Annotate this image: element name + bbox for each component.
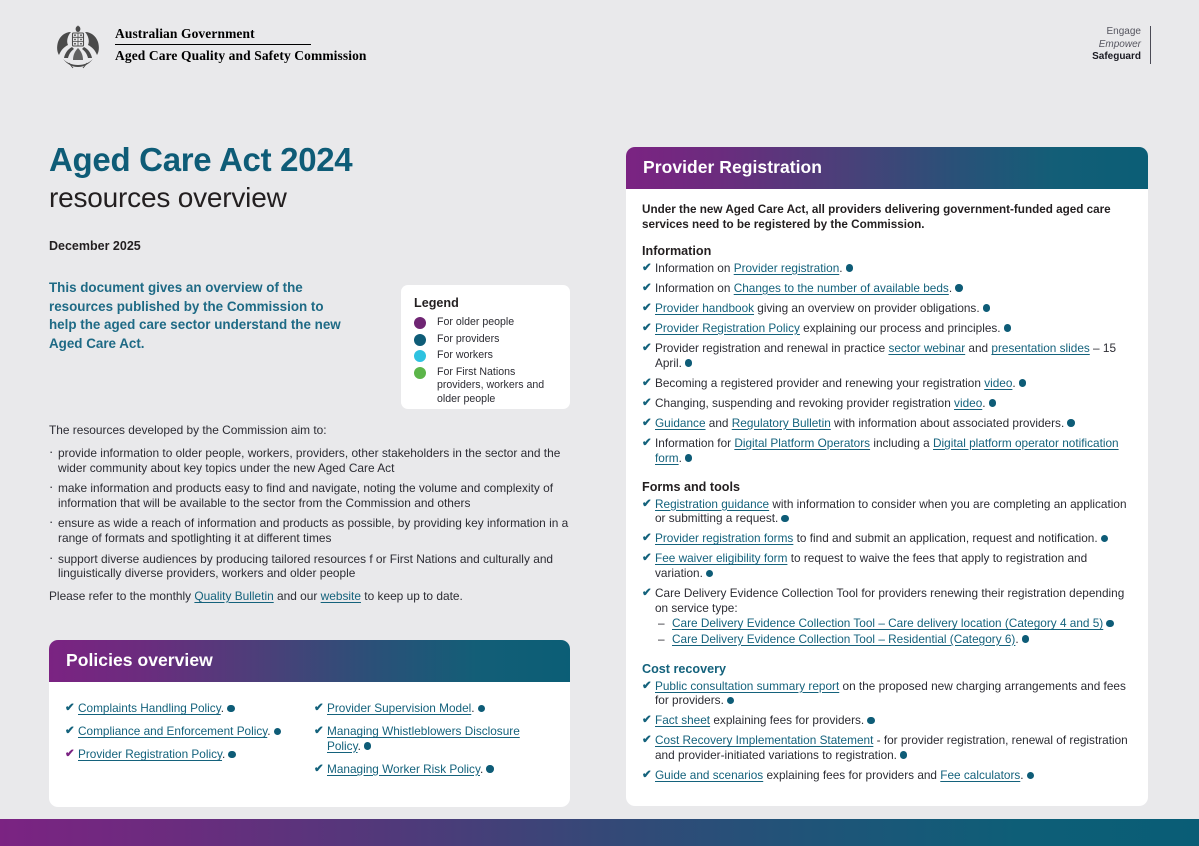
policy-list-item: ✔ Complaints Handling Policy. [65, 701, 305, 716]
website-link[interactable]: website [320, 588, 361, 603]
australian-government-label: Australian Government [115, 26, 255, 41]
resource-link[interactable]: sector webinar [888, 340, 966, 355]
check-icon: ✔ [642, 734, 652, 747]
check-icon: ✔ [642, 532, 652, 545]
legend-item [414, 316, 558, 330]
policy-link[interactable]: Provider Supervision Model [327, 701, 472, 715]
check-icon: ✔ [314, 702, 324, 714]
provider-card-body [626, 189, 1148, 806]
audience-dot-provider [228, 751, 236, 759]
resource-link[interactable]: Changes to the number of available beds [733, 280, 949, 295]
resource-sublist [655, 616, 1132, 647]
aims-lead-text: The resources developed by the Commission aim to: [49, 423, 327, 437]
check-icon: ✔ [314, 725, 324, 738]
masthead [0, 0, 1199, 104]
resource-link[interactable]: Provider Registration Policy [655, 320, 800, 335]
resource-link[interactable]: video [984, 375, 1013, 390]
resource-link[interactable]: video [954, 395, 983, 410]
aims-section [49, 423, 574, 604]
resource-link[interactable]: Regulatory Bulletin [731, 415, 831, 430]
publication-date: December 2025 [49, 239, 141, 253]
resource-link[interactable]: Provider handbook [655, 300, 755, 315]
resource-list-item: ✔ Information on Provider registration. [642, 261, 1132, 276]
legend-item [414, 349, 558, 363]
section-heading: Cost recovery [642, 661, 726, 676]
resource-link[interactable]: Guidance [655, 415, 706, 430]
audience-dot-provider [989, 399, 997, 407]
audience-dot-provider [274, 728, 282, 736]
resource-link[interactable]: Provider registration [733, 260, 840, 275]
provider-card-header [626, 147, 1148, 189]
resource-link[interactable]: Registration guidance [655, 496, 770, 511]
policies-column-left [65, 701, 305, 785]
check-icon: ✔ [65, 748, 75, 761]
audience-dot-provider [983, 304, 991, 312]
policy-list-item: ✔ Compliance and Enforcement Policy. [65, 724, 305, 739]
tagline-block [1092, 26, 1151, 64]
check-icon: ✔ [642, 301, 652, 314]
audience-dot-provider [486, 765, 494, 773]
legend-item [414, 333, 558, 347]
check-icon: ✔ [642, 396, 652, 409]
legend-title: Legend [414, 296, 459, 310]
government-wordmark [115, 23, 367, 63]
legend-item-label: For workers [437, 349, 493, 361]
legend-items [414, 316, 558, 406]
check-icon: ✔ [642, 261, 652, 274]
resource-list-item: ✔ Registration guidance with information to consider when you are completing an application or submitting a request. [642, 496, 1127, 526]
legend-item-label: For First Nations providers, workers and older people [437, 365, 545, 405]
resource-link[interactable]: Guide and scenarios [655, 768, 764, 783]
audience-dot-provider [1106, 620, 1114, 628]
section-spacer [642, 653, 1132, 662]
legend-dot-older [414, 317, 426, 329]
aims-list-item: · ensure as wide a reach of information and products as possible, by providing key information in a range of formats and spotlighting it at different times [49, 516, 574, 545]
resource-list-item: ✔ Fee waiver eligibility form to request to waive the fees that apply to registration and variation. [642, 551, 1088, 580]
audience-dot-provider [1101, 535, 1109, 543]
check-icon: ✔ [642, 552, 652, 565]
resource-link[interactable]: Public consultation summary report [655, 678, 840, 693]
policy-list-item: ✔ Managing Whistleblowers Disclosure Policy. [314, 724, 520, 753]
audience-dot-provider [227, 705, 235, 713]
check-icon: ✔ [642, 341, 652, 354]
tagline-engage: Engage [1106, 26, 1141, 37]
check-icon: ✔ [314, 762, 324, 775]
quality-bulletin-note [49, 589, 574, 604]
policies-card-header [49, 640, 570, 682]
audience-dot-provider [900, 751, 908, 759]
resource-link[interactable]: Care Delivery Evidence Collection Tool – Care delivery location (Category 4 and 5) [672, 616, 1104, 631]
resource-list-item: ✔ Fact sheet explaining fees for providers. [642, 713, 1132, 728]
aims-list-item: · support diverse audiences by producing tailored resources f or First Nations and culturally and linguistically diverse providers, workers and older people [49, 552, 574, 581]
legend-dot-first [414, 367, 426, 379]
audience-dot-provider [706, 570, 714, 578]
resource-list [642, 497, 1132, 647]
resource-link[interactable]: Care Delivery Evidence Collection Tool – Residential (Category 6) [672, 631, 1016, 646]
audience-dot-provider [685, 454, 693, 462]
section-heading: Forms and tools [642, 479, 740, 494]
check-icon: ✔ [642, 281, 652, 294]
check-icon: ✔ [65, 702, 75, 714]
policy-link[interactable]: Managing Whistleblowers Disclosure Policy [327, 724, 520, 753]
resource-list [642, 261, 1132, 466]
resource-list-item: ✔ Changing, suspending and revoking provider registration video. [642, 396, 1132, 411]
resource-list-item: ✔ Provider registration and renewal in practice sector webinar and presentation slides – 15 April. [642, 340, 1117, 370]
check-icon: ✔ [642, 587, 652, 600]
policy-list-item: ✔ Provider Supervision Model. [314, 701, 554, 716]
policy-list-item: ✔ Provider Registration Policy. [65, 747, 305, 762]
tagline-empower: Empower [1098, 38, 1141, 50]
resource-link[interactable]: Cost Recovery Implementation Statement [655, 733, 874, 748]
aims-list [49, 446, 574, 581]
audience-dot-provider [867, 717, 875, 725]
check-icon: ✔ [642, 679, 652, 692]
provider-sections [642, 244, 1132, 783]
resource-link[interactable]: Digital Platform Operators [734, 435, 871, 450]
page-title: Aged Care Act 2024 [49, 141, 353, 178]
resource-list-item: ✔ Provider handbook giving an overview on provider obligations. [642, 301, 1132, 316]
note-post-text: to keep up to date. [360, 588, 463, 603]
government-branding [49, 23, 367, 71]
commission-name-label: Aged Care Quality and Safety Commission [115, 48, 367, 64]
audience-dot-provider [955, 284, 963, 292]
policies-list-left [65, 701, 305, 762]
document-intro-text: This document gives an overview of the resources published by the Commission to help the aged care sector understand the new Aged Care Act. [49, 280, 341, 351]
note-pre-text: Please refer to the monthly [49, 588, 195, 603]
audience-dot-provider [1027, 772, 1035, 780]
tagline-safeguard: Safeguard [1092, 51, 1141, 62]
policy-link[interactable]: Complaints Handling Policy [78, 701, 221, 715]
resource-list-item: ✔ Becoming a registered provider and renewing your registration video. [642, 376, 1132, 391]
check-icon: ✔ [65, 725, 75, 738]
audience-dot-provider [727, 697, 735, 705]
policy-list-item: ✔ Managing Worker Risk Policy. [314, 762, 554, 777]
aims-list-item: · make information and products easy to find and navigate, noting the volume and complexity of information that will be available to the sector from the Commission and others [49, 481, 574, 510]
check-icon: ✔ [642, 497, 652, 510]
resource-list-item: ✔ Cost Recovery Implementation Statement - for provider registration, renewal of registration and provider-initiated variations to registration. [642, 733, 1128, 762]
dash-bullet-icon: – [658, 616, 665, 631]
legend-box [401, 285, 570, 409]
resource-list-item: ✔ Provider Registration Policy explaining our process and principles. [642, 321, 1132, 336]
page-subtitle: resources overview [49, 182, 287, 213]
policies-overview-card [49, 640, 570, 807]
section-spacer [642, 471, 1132, 480]
quality-bulletin-link[interactable]: Quality Bulletin [194, 588, 274, 603]
legend-dot-provider [414, 334, 426, 346]
resource-sublist-item [655, 616, 1132, 631]
audience-dot-provider [364, 742, 372, 750]
provider-card-title: Provider Registration [643, 157, 823, 177]
policies-card-title: Policies overview [66, 650, 213, 670]
check-icon: ✔ [642, 376, 652, 389]
audience-dot-provider [478, 705, 486, 713]
policies-card-body [49, 682, 570, 807]
australian-coat-of-arms-icon [49, 23, 107, 71]
resource-list-item: ✔ Care Delivery Evidence Collection Tool for providers renewing their registration depending on service type: – Care Delivery Evidence Collection Tool – Care delivery location (Category 4 and 5) – Care Delivery Evidence Collection Tool – Residential (Category 6). [642, 586, 1132, 647]
check-icon: ✔ [642, 714, 652, 727]
provider-registration-card [626, 147, 1148, 806]
legend-item [414, 366, 558, 407]
audience-dot-provider [846, 264, 854, 272]
resource-list-item: ✔ Public consultation summary report on the proposed new charging arrangements and fees for providers. [642, 678, 1126, 708]
audience-dot-provider [1004, 324, 1012, 332]
section-heading: Information [642, 243, 712, 258]
resource-link[interactable]: presentation slides [991, 340, 1090, 355]
check-icon: ✔ [642, 321, 652, 334]
aims-list-item: · provide information to older people, workers, providers, other stakeholders in the sector and the wider community about key topics under the new Aged Care Act [49, 446, 574, 475]
resource-list-item: ✔ Information for Digital Platform Operators including a Digital platform operator notification form. [642, 435, 1119, 465]
policy-link[interactable]: Managing Worker Risk Policy [327, 761, 480, 776]
resource-list-item: ✔ Provider registration forms to find and submit an application, request and notification. [642, 531, 1132, 546]
check-icon: ✔ [642, 416, 652, 429]
audience-dot-provider [1067, 419, 1075, 427]
audience-dot-provider [1019, 379, 1027, 387]
note-mid-text: and our [273, 588, 321, 603]
policies-list-right [314, 701, 554, 776]
legend-dot-worker [414, 350, 426, 362]
footer-gradient-bar [0, 819, 1199, 846]
check-icon: ✔ [642, 436, 652, 449]
resource-sublist-item: – Care Delivery Evidence Collection Tool – Residential (Category 6). [655, 632, 1132, 647]
resource-link[interactable]: Fee calculators [940, 768, 1021, 783]
audience-dot-provider [1022, 635, 1030, 643]
legend-item-label: For older people [437, 316, 515, 328]
check-icon: ✔ [642, 769, 652, 782]
provider-card-intro: Under the new Aged Care Act, all providers delivering government-funded aged care services need to be registered by the Commission. [642, 203, 1111, 231]
resource-list-item: ✔ Information on Changes to the number of available beds. [642, 281, 1132, 296]
dash-bullet-icon: – [658, 631, 665, 646]
resource-list [642, 679, 1132, 783]
audience-dot-provider [781, 515, 789, 523]
resource-link[interactable]: Provider registration forms [655, 531, 794, 546]
legend-item-label: For providers [437, 332, 500, 345]
resource-link[interactable]: Fee waiver eligibility form [655, 551, 788, 566]
policies-column-right [305, 701, 554, 785]
resource-list-item: ✔ Guide and scenarios explaining fees for providers and Fee calculators. [642, 768, 1132, 783]
policy-link[interactable]: Provider Registration Policy [78, 747, 223, 762]
resource-link[interactable]: Digital platform operator notification form [655, 435, 1119, 465]
policy-link[interactable]: Compliance and Enforcement Policy [78, 724, 268, 739]
audience-dot-provider [685, 359, 693, 367]
resource-list-item: ✔ Guidance and Regulatory Bulletin with information about associated providers. [642, 416, 1132, 431]
resource-link[interactable]: Fact sheet [655, 713, 711, 728]
